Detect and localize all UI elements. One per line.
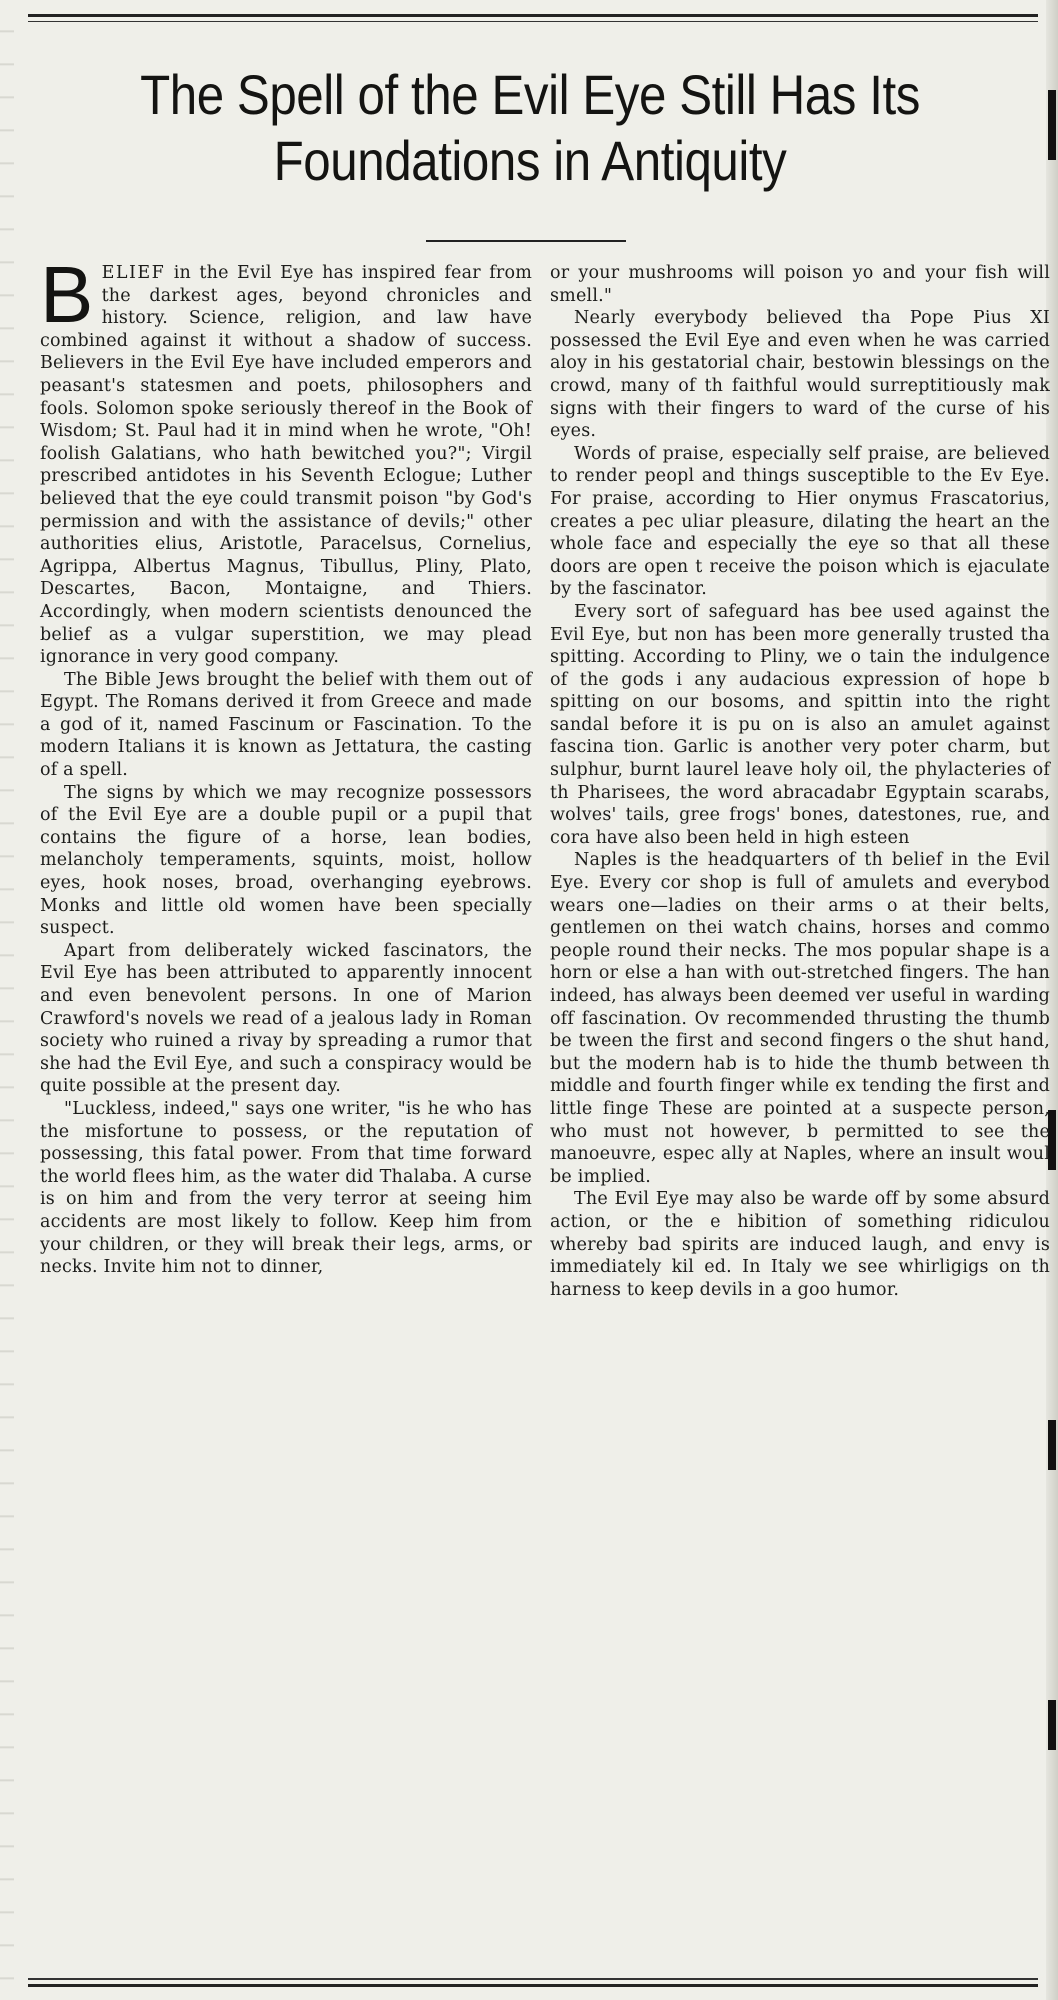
paragraph bbox=[40, 250, 532, 669]
paragraph: Apart from deliberately wicked fascinators, the Evil Eye has been attributed to apparently innocent and even benevolent persons. In one of Marion Crawford's novels we read of a jealous lady in Roman society who ruined a rivay by spreading a rumor that she had the Evil Eye, and such a conspiracy would be quite possible at the present day. bbox=[40, 940, 532, 1097]
drop-cap: B bbox=[40, 250, 94, 339]
headline-line-1: The Spell of the Evil Eye Still Has Its bbox=[140, 63, 920, 126]
paragraph: "Luckless, indeed," says one writer, "is he who has the misfortune to possess, or the reputation of possessing, this fatal power. From that time forward the world flees him, as the water did Thalaba. A curse is on him and from the very terror at seeing him accidents are most likely to follow. Keep him from your children, or they will break their legs, arms, or necks. Invite him not to dinner, bbox=[40, 1098, 532, 1278]
article-column-right bbox=[550, 262, 1050, 1301]
paragraph: The Bible Jews brought the belief with them out of Egypt. The Romans derived it from Greece and made a god of it, named Fascinum or Fascination. To the modern Italians it is known as Jettatura, the casting of a spell. bbox=[40, 669, 532, 781]
paragraph: Every sort of safeguard has bee used against the Evil Eye, but non has been more generally trusted tha spitting. According to Pliny, we o tain the indulgence of the gods i any audacious expression of hope b spitting on our bosoms, and spittin into the right sandal before it is pu on is also an amulet against fascina tion. Garlic is another very poter charm, but sulphur, burnt laurel leave holy oil, the phylacteries of th Pharisees, the word abracadabr Egyptain scarabs, wolves' tails, gree frogs' bones, datestones, rue, and cora have also been held in high esteen bbox=[550, 601, 1050, 848]
scan-gutter bbox=[0, 0, 14, 2000]
paragraph: The signs by which we may recognize possessors of the Evil Eye are a double pupil or a pupil that contains the figure of a horse, lean bodies, melancholy temperaments, squints, moist, hollow eyes, hook noses, broad, overhanging eyebrows. Monks and little old women have been specially suspect. bbox=[40, 782, 532, 939]
top-rule-thin bbox=[28, 21, 1038, 22]
paragraph: or your mushrooms will poison yo and your fish will smell." bbox=[550, 263, 1050, 306]
paragraph: The Evil Eye may also be warde off by some absurd action, or the e hibition of something ridiculou whereby bad spirits are induced laugh, and envy is immediately kil ed. In Italy we see whirligigs on th harness to keep devils in a goo humor. bbox=[550, 1189, 1050, 1300]
scan-edge-mark bbox=[1048, 1700, 1056, 1750]
paragraph-text: in the Evil Eye has inspired fear from the darkest ages, beyond chronicles and history. Science, religion, and law have combined against it without a shadow of success. Believers in the Evil Eye have included emperors and peasant's statesmen and poets, philosophers and fools. Solomon spoke seriously thereof in the Book of Wisdom; St. Paul had it in mind when he wrote, "Oh! foolish Galatians, who hath bewitched you?"; Virgil prescribed antidotes in his Seventh Eclogue; Luther believed that the eye could transmit poison "by God's permission and with the assistance of devils;" other authorities elius, Aristotle, Paracelsus, Cornelius, Agrippa, Albertus Magnus, Tibullus, Pliny, Plato, Descartes, Bacon, Montaigne, and Thiers. Accordingly, when modern scientists denounced the belief as a vulgar superstition, we may plead ignorance in very good company. bbox=[40, 263, 532, 668]
paragraph: Naples is the headquarters of th belief in the Evil Eye. Every cor shop is full of amulets and everybod wears one—ladies on their arms o at their belts, gentlemen on thei watch chains, horses and commo people round their necks. The mos popular shape is a horn or else a han with out-stretched fingers. The han indeed, has always been deemed ver useful in warding off fascination. Ov recommended thrusting the thumb be tween the first and second fingers o the shut hand, but the modern hab is to hide the thumb between th middle and fourth finger while ex tending the first and little finge These are pointed at a suspecte person, who must not however, b permitted to see the manoeuvre, espec ally at Naples, where an insult woul be implied. bbox=[550, 850, 1050, 1187]
article-column-left bbox=[40, 250, 532, 1279]
headline-line-2: Foundations in Antiquity bbox=[273, 129, 787, 192]
top-rule bbox=[28, 14, 1038, 17]
bottom-rule bbox=[28, 1984, 1038, 1987]
paragraph: Words of praise, especially self praise, are believed to render peopl and things susceptible to the Ev Eye. For praise, according to Hier onymus Frascatorius, creates a pec uliar pleasure, dilating the heart an the whole face and especially the eye so that all these doors are open t receive the poison which is ejaculate by the fascinator. bbox=[550, 443, 1050, 600]
scan-edge-mark bbox=[1048, 1420, 1056, 1470]
bottom-rule-thin bbox=[28, 1978, 1038, 1980]
paragraph: Nearly everybody believed tha Pope Pius XI possessed the Evil Eye and even when he was carried aloy in his gestatorial chair, bestowin blessings on the crowd, many of th faithful would surreptitiously mak signs with their fingers to ward of the curse of his eyes. bbox=[550, 308, 1050, 442]
headline bbox=[81, 62, 979, 194]
headline-divider bbox=[426, 240, 626, 242]
scan-edge-mark bbox=[1048, 90, 1056, 160]
lead-caps: ELIEF bbox=[101, 263, 166, 283]
